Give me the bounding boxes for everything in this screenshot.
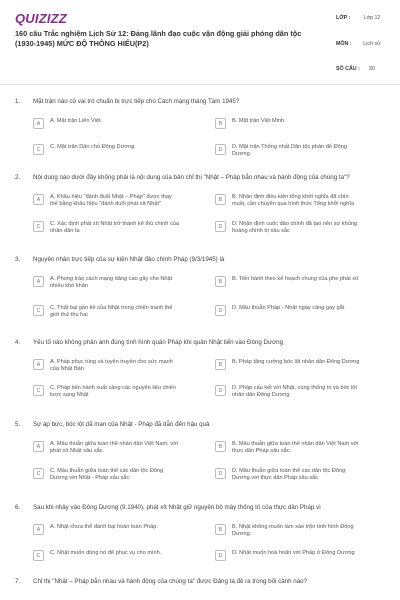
option-letter-box: D xyxy=(215,385,226,396)
option-text: C. Mặt trận Dân chủ Đông Dương. xyxy=(50,144,136,150)
option-letter-box: C xyxy=(33,221,44,232)
option-text: D. Mâu thuẫn giữa toàn thể các dân tộc Đông Dương với thực dân Pháp sâu sắc. xyxy=(232,468,346,482)
option-letter-box: A xyxy=(33,118,44,129)
option-letter-box: C xyxy=(33,305,44,316)
option-text: C. Thất bại gần kề của Nhật trong chiến tranh thế giới thứ thu hai xyxy=(50,305,173,319)
option-text: A. Phong trào cách mạng dâng cao gây cho Nhật nhiều khó khăn xyxy=(50,276,173,290)
question-number: 6. xyxy=(15,504,21,511)
option-letter-box: D xyxy=(215,221,226,232)
option-text: B. Mặt trận Việt Minh. xyxy=(232,118,286,124)
option-text: D. Pháp cấu kết với Nhật, cùng thống trị và bóc lột nhân dân Đông Dương xyxy=(232,385,357,399)
option-text: B. Nhận định điều kiện tổng khởi nghĩa đã chín muồi, cần chuyển qua hình thức Tổng khởi nghĩa xyxy=(232,194,355,208)
option-letter-box: C xyxy=(33,144,44,155)
info-value: Lịch sử xyxy=(363,41,381,47)
info-label: SỐ CÂU : xyxy=(336,66,360,72)
info-value: Lớp 12 xyxy=(363,15,381,21)
option-letter-box: C xyxy=(33,468,44,479)
option-letter-box: B xyxy=(215,524,226,535)
option-text: C. Mâu thuẫn giữa toàn thể các dân tộc Đông Dương với Nhật - Pháp sâu sắc. xyxy=(50,468,164,482)
option-text: D. Mâu thuẫn Pháp - Nhật ngày càng gay gắt xyxy=(232,305,345,311)
worksheet-header xyxy=(0,0,400,82)
option-letter-box: D xyxy=(215,468,226,479)
option-text: A. Mâu thuẫn giữa toàn thể nhân dân Việt Nam, với phát xít Nhật sâu sắc. xyxy=(50,441,178,455)
header-divider xyxy=(0,84,400,85)
question-number: 3. xyxy=(15,256,21,263)
question-number: 5. xyxy=(15,421,21,428)
option-text: D. Nhận định cuộc đảo chính đã tạo nên sự khủng hoảng chính trị sâu sắc xyxy=(232,221,358,235)
question-text: Chỉ thị "Nhật – Pháp bắn nhau và hành động của chúng ta" được Đảng ta đề ra trong bối cảnh nào? xyxy=(33,578,308,585)
option-text: A. Nhật chưa thể đánh bại hoàn toàn Pháp. xyxy=(50,524,158,530)
option-text: A. Khẩu hiệu "đánh đuổi Nhật – Pháp" được thay thế bằng khẩu hiệu "đánh đuổi phát xít Nhật" xyxy=(50,194,172,208)
option-text: B. Nhật không muốn làm xáo trộn tình hình Đông Dương. xyxy=(232,524,354,538)
question-number: 2. xyxy=(15,174,21,181)
option-text: A. Pháp phục tùng và tuyên truyền cho sức mạnh của Nhật Bản xyxy=(50,359,173,373)
question-text: Sự áp bức, bóc lột dã man của Nhật - Pháp đã dẫn đến hậu quả xyxy=(33,421,210,428)
option-letter-box: B xyxy=(215,359,226,370)
option-letter-box: A xyxy=(33,194,44,205)
question-number: 4. xyxy=(15,339,21,346)
question-text: Yếu tố nào không phản ánh đúng tình hình quân Pháp khi quân Nhật tiến vào Đông Dương xyxy=(33,339,284,346)
info-label: MÔN : xyxy=(336,41,352,47)
question-text: Mặt trận nào có vai trò chuẩn bị trực tiếp cho Cách mạng tháng Tám 1945? xyxy=(33,98,240,105)
option-text: D. Mặt trận Thống nhất Dân tộc phản đế Đông Dương. xyxy=(232,144,347,158)
option-letter-box: D xyxy=(215,144,226,155)
option-text: D. Nhật muốn hoà hoãn với Pháp ở Đông Dương xyxy=(232,550,355,556)
option-letter-box: B xyxy=(215,118,226,129)
option-text: C. Nhật muốn dùng nó để phục vụ cho mình. xyxy=(50,550,162,556)
option-letter-box: C xyxy=(33,385,44,396)
option-letter-box: A xyxy=(33,524,44,535)
option-letter-box: B xyxy=(215,276,226,287)
option-letter-box: A xyxy=(33,441,44,452)
option-letter-box: B xyxy=(215,441,226,452)
option-letter-box: A xyxy=(33,276,44,287)
question-text: Sau khi nhảy vào Đông Dương (9.1940), phát xít Nhật giữ nguyên bộ máy thống trị của thực dân Pháp vì xyxy=(33,504,321,511)
option-text: B. Mâu thuẫn giữa toàn thể nhân dân Việt Nam với thực dân Pháp sâu sắc. xyxy=(232,441,359,455)
question-number: 7. xyxy=(15,578,21,585)
worksheet-title: 160 câu Trắc nghiệm Lịch Sử 12: Đảng lãnh đạo cuộc vận động giải phóng dân tộc (1930-1945) MỨC ĐỘ THÔNG HIỂU(P2) xyxy=(15,29,302,48)
option-text: A. Mặt trận Liên Việt. xyxy=(50,118,103,124)
option-text: C. Xác định phát xít Nhật trở thành kẻ thù chính của nhân dân ta xyxy=(50,221,179,235)
question-number: 1. xyxy=(15,98,21,105)
option-text: B. Tiến hành theo kế hoạch chung của phe phát xít xyxy=(232,276,359,282)
option-text: C. Pháp tiến hành xuất cảng các nguyên liệu chiến lược sang Nhật xyxy=(50,385,176,399)
info-label: LỚP : xyxy=(336,15,351,21)
option-letter-box: B xyxy=(215,194,226,205)
question-text: Nội dung nào dưới đây không phải là nội dung của bản chỉ thị "Nhật – Pháp bắn nhau và hành động của chúng ta"? xyxy=(33,174,350,181)
quizizz-logo: QUIZIZZ xyxy=(15,11,67,26)
option-letter-box: D xyxy=(215,550,226,561)
option-letter-box: A xyxy=(33,359,44,370)
option-text: B. Pháp tăng cường bóc lột nhân dân Đông Dương xyxy=(232,359,360,365)
info-value: 30 xyxy=(369,66,375,72)
question-text: Nguyên nhân trực tiếp của sự kiện Nhật đảo chính Pháp (9/3/1945) là xyxy=(33,256,225,263)
option-letter-box: D xyxy=(215,305,226,316)
option-letter-box: C xyxy=(33,550,44,561)
